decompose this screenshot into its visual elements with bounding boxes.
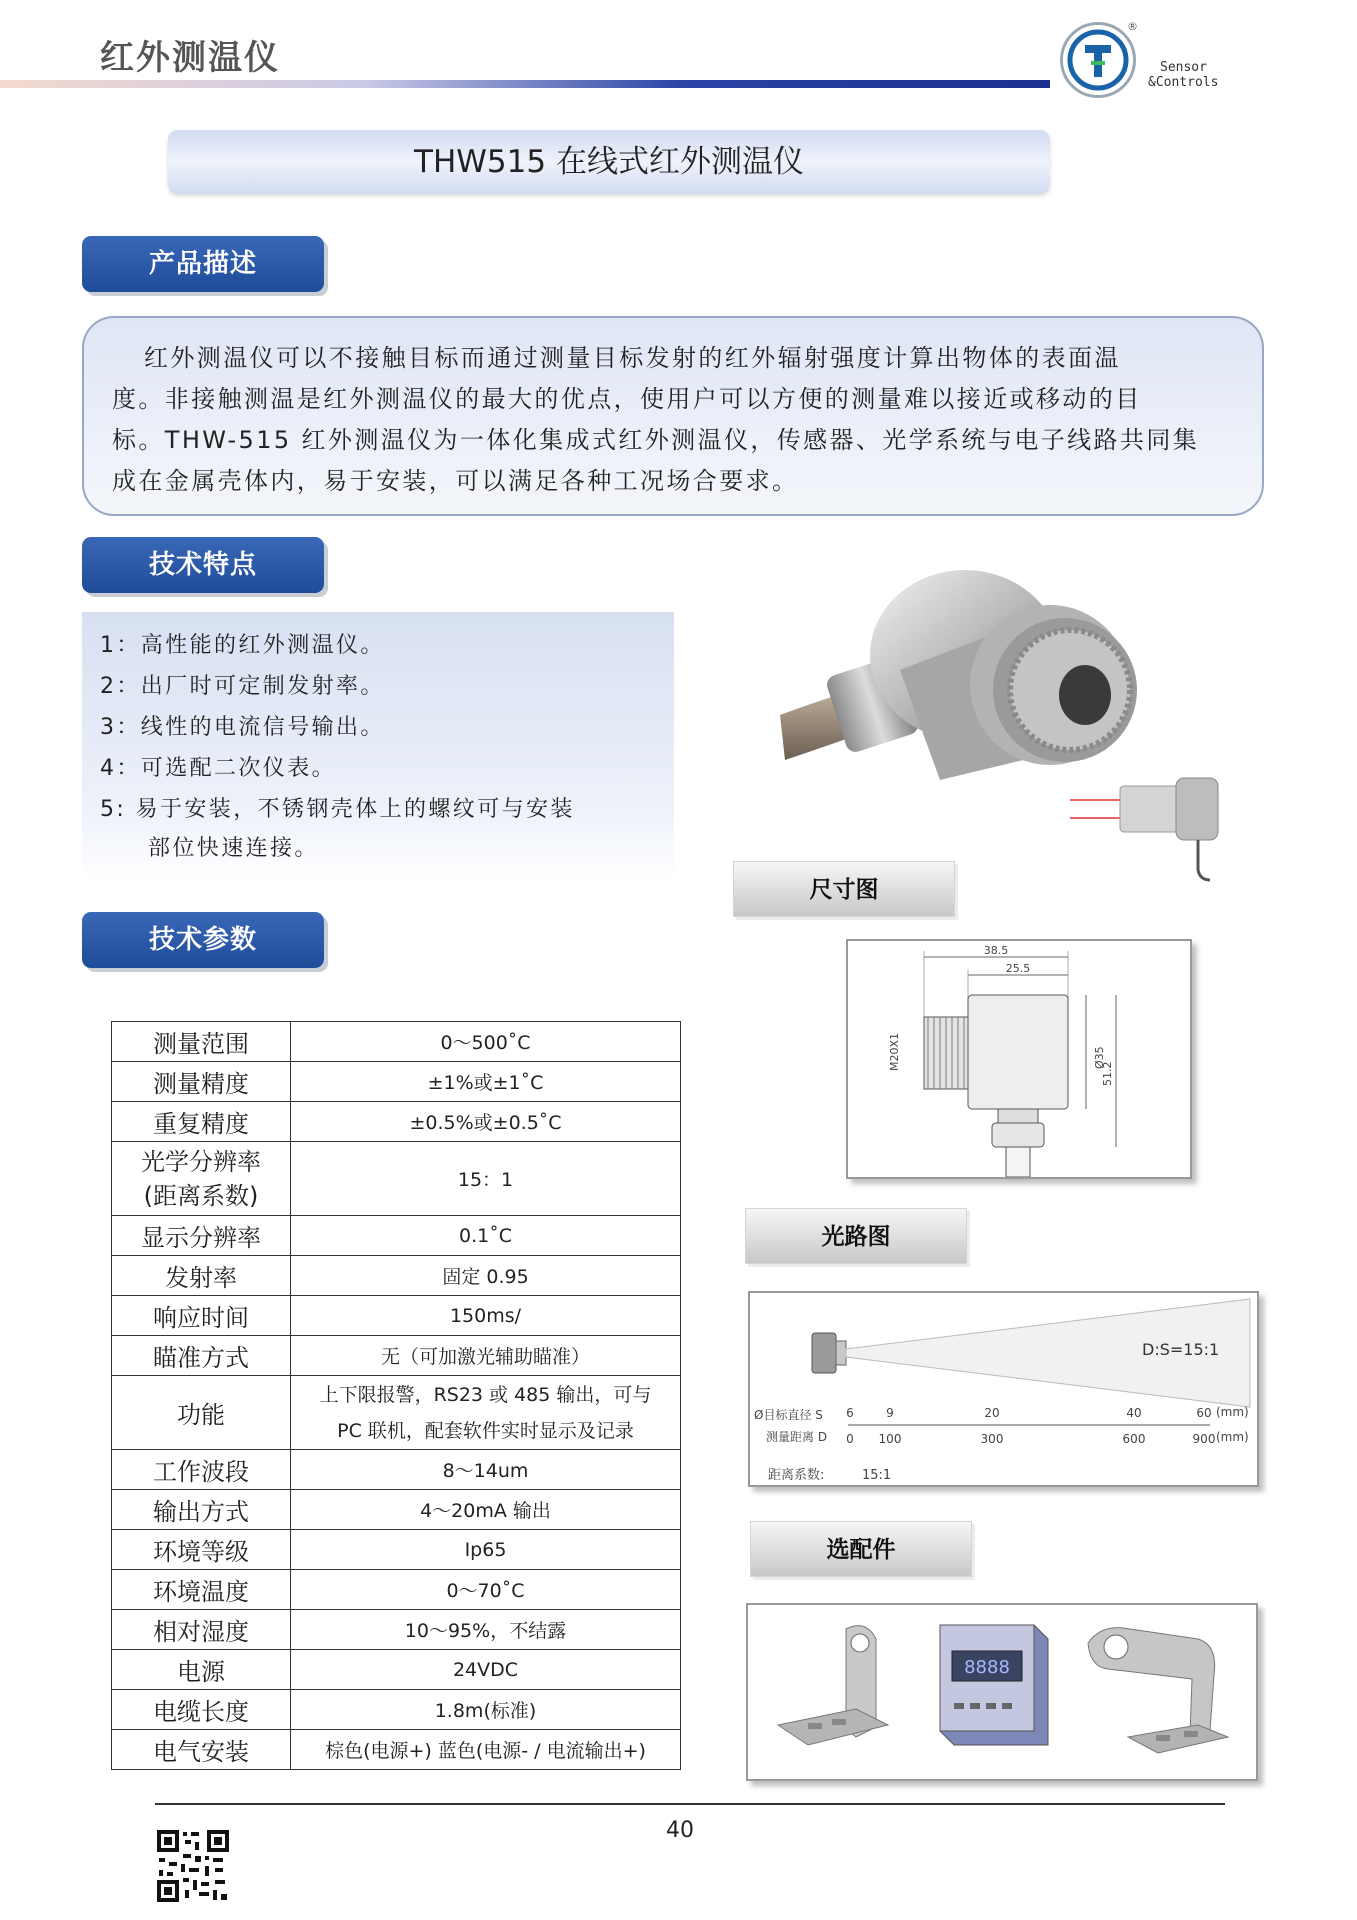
footer-rule — [155, 1803, 1225, 1805]
dimension-drawing — [846, 939, 1192, 1179]
table-row — [112, 1102, 681, 1142]
dim-diameter: Ø35 — [1093, 1046, 1106, 1069]
optics-row1-value: 40 — [1126, 1406, 1142, 1420]
spec-value: 棕色(电源+) 蓝色(电源- / 电流输出+) — [291, 1730, 681, 1770]
spec-value: ±0.5%或±0.5˚C — [291, 1102, 681, 1142]
accessories-panel — [746, 1603, 1258, 1781]
optics-row2-value: 300 — [980, 1432, 1004, 1446]
spec-value: 1.8m(标准) — [291, 1690, 681, 1730]
description-box — [82, 316, 1264, 516]
spec-key — [112, 1142, 291, 1216]
spec-key: 功能 — [112, 1376, 291, 1450]
optics-row1-label: Ø目标直径 S — [754, 1408, 823, 1422]
description-line: 度。非接触测温是红外测温仪的最大的优点，使用户可以方便的测量难以接近或移动的目 — [112, 385, 1142, 413]
product-title-banner: THW515 在线式红外测温仪 — [168, 130, 1050, 194]
feature-item: 4：可选配二次仪表。 — [100, 756, 336, 781]
section-header-title: 红外测温仪 — [100, 38, 280, 78]
spec-value: 0～500˚C — [291, 1022, 681, 1062]
spec-key: 发射率 — [112, 1256, 291, 1296]
dimensions-label: 尺寸图 — [733, 861, 955, 917]
description-line: 成在金属壳体内，易于安装，可以满足各种工况场合要求。 — [112, 467, 799, 495]
table-row — [112, 1256, 681, 1296]
spec-value: 无（可加激光辅助瞄准） — [291, 1336, 681, 1376]
table-row — [112, 1142, 681, 1216]
spec-value — [291, 1376, 681, 1450]
optics-row2-value: 100 — [878, 1432, 902, 1446]
qr-code-icon — [155, 1828, 231, 1904]
table-row — [112, 1216, 681, 1256]
spec-key: 测量范围 — [112, 1022, 291, 1062]
table-row — [112, 1730, 681, 1770]
display-controller-icon — [940, 1625, 1048, 1745]
spec-key: 环境等级 — [112, 1530, 291, 1570]
optics-label: 光路图 — [745, 1208, 967, 1264]
optics-row2-value: 0 — [846, 1432, 854, 1446]
spec-value: 0～70˚C — [291, 1570, 681, 1610]
mounting-bracket-icon — [778, 1626, 888, 1745]
company-logo-icon — [1060, 22, 1136, 98]
spec-value: 0.1˚C — [291, 1216, 681, 1256]
controller-display-digits: 8888 — [964, 1657, 1010, 1678]
optics-ratio-label: D:S=15:1 — [1142, 1340, 1220, 1359]
table-row — [112, 1530, 681, 1570]
feature-item: 3：线性的电流信号输出。 — [100, 715, 385, 740]
optical-path-diagram — [748, 1291, 1259, 1487]
spec-key: 测量精度 — [112, 1062, 291, 1102]
registered-mark: ® — [1127, 20, 1138, 33]
feature-item: 2：出厂时可定制发射率。 — [100, 674, 385, 699]
section-tab-params: 技术参数 — [82, 912, 324, 968]
spec-value: 4～20mA 输出 — [291, 1490, 681, 1530]
table-row — [112, 1690, 681, 1730]
spec-key: 显示分辨率 — [112, 1216, 291, 1256]
logo-text-controls: &Controls — [1148, 75, 1219, 90]
spec-value: 24VDC — [291, 1650, 681, 1690]
feature-item: 1：高性能的红外测温仪。 — [100, 633, 385, 658]
spec-key: 电源 — [112, 1650, 291, 1690]
spec-key: 相对湿度 — [112, 1610, 291, 1650]
features-box — [82, 612, 674, 880]
table-row — [112, 1490, 681, 1530]
dim-height: 51.2 — [1101, 1061, 1114, 1086]
feature-item: 部位快速连接。 — [148, 836, 319, 861]
spec-key: 电气安装 — [112, 1730, 291, 1770]
spec-key: 瞄准方式 — [112, 1336, 291, 1376]
spec-value: Ip65 — [291, 1530, 681, 1570]
page-number: 40 — [666, 1818, 694, 1843]
table-row — [112, 1570, 681, 1610]
accessories-label: 选配件 — [750, 1521, 972, 1577]
table-row — [112, 1610, 681, 1650]
logo-text-sensor: Sensor — [1160, 60, 1207, 75]
spec-key: 环境温度 — [112, 1570, 291, 1610]
optics-row1-value: 20 — [984, 1406, 1000, 1420]
spec-key: 电缆长度 — [112, 1690, 291, 1730]
table-row — [112, 1296, 681, 1336]
optics-row2-label: 测量距离 D — [766, 1430, 828, 1444]
table-row — [112, 1062, 681, 1102]
spec-value: 固定 0.95 — [291, 1256, 681, 1296]
optics-row1-value: 6 — [846, 1406, 854, 1420]
optics-row1-value: 60 — [1196, 1406, 1212, 1420]
spec-key-line: (距离系数) — [143, 1181, 259, 1210]
optics-row1-value: 9 — [886, 1406, 894, 1420]
dim-25-5: 25.5 — [1005, 962, 1031, 975]
spec-key: 响应时间 — [112, 1296, 291, 1336]
table-row — [112, 1650, 681, 1690]
table-row — [112, 1376, 681, 1450]
l-bracket-icon — [1088, 1628, 1228, 1753]
section-tab-features: 技术特点 — [82, 537, 324, 593]
table-row — [112, 1450, 681, 1490]
description-line: 红外测温仪可以不接触目标而通过测量目标发射的红外辐射强度计算出物体的表面温 — [144, 344, 1121, 372]
optics-row2-value: 600 — [1122, 1432, 1146, 1446]
header-gradient-bar — [0, 80, 1050, 88]
optics-row2-value: 900 — [1192, 1432, 1216, 1446]
spec-value: 15：1 — [291, 1142, 681, 1216]
optics-row1-unit: (mm) — [1216, 1405, 1249, 1419]
spec-value: ±1%或±1˚C — [291, 1062, 681, 1102]
spec-value-line: 上下限报警，RS23 或 485 输出，可与 — [319, 1383, 652, 1406]
optics-coef-label: 距离系数: — [768, 1468, 825, 1483]
spec-value: 10～95%，不结露 — [291, 1610, 681, 1650]
spec-key: 重复精度 — [112, 1102, 291, 1142]
spec-key: 工作波段 — [112, 1450, 291, 1490]
product-photo — [780, 550, 1250, 890]
spec-key-line: 光学分辨率 — [141, 1147, 261, 1176]
spec-value: 8～14um — [291, 1450, 681, 1490]
section-tab-description: 产品描述 — [82, 236, 324, 292]
optics-row2-unit: (mm) — [1216, 1430, 1249, 1444]
spec-value: 150ms/ — [291, 1296, 681, 1336]
table-row — [112, 1336, 681, 1376]
spec-table — [111, 1021, 681, 1770]
dim-thread: M20X1 — [888, 1032, 901, 1071]
feature-item: 5: 易于安装，不锈钢壳体上的螺纹可与安装 — [100, 797, 575, 822]
optics-coef-value: 15:1 — [862, 1468, 892, 1483]
table-row — [112, 1022, 681, 1062]
spec-key: 输出方式 — [112, 1490, 291, 1530]
spec-value-line: PC 联机，配套软件实时显示及记录 — [337, 1419, 634, 1442]
description-line: 标。THW-515 红外测温仪为一体化集成式红外测温仪，传感器、光学系统与电子线路共同集 — [112, 426, 1200, 454]
dim-38-5: 38.5 — [983, 944, 1009, 957]
